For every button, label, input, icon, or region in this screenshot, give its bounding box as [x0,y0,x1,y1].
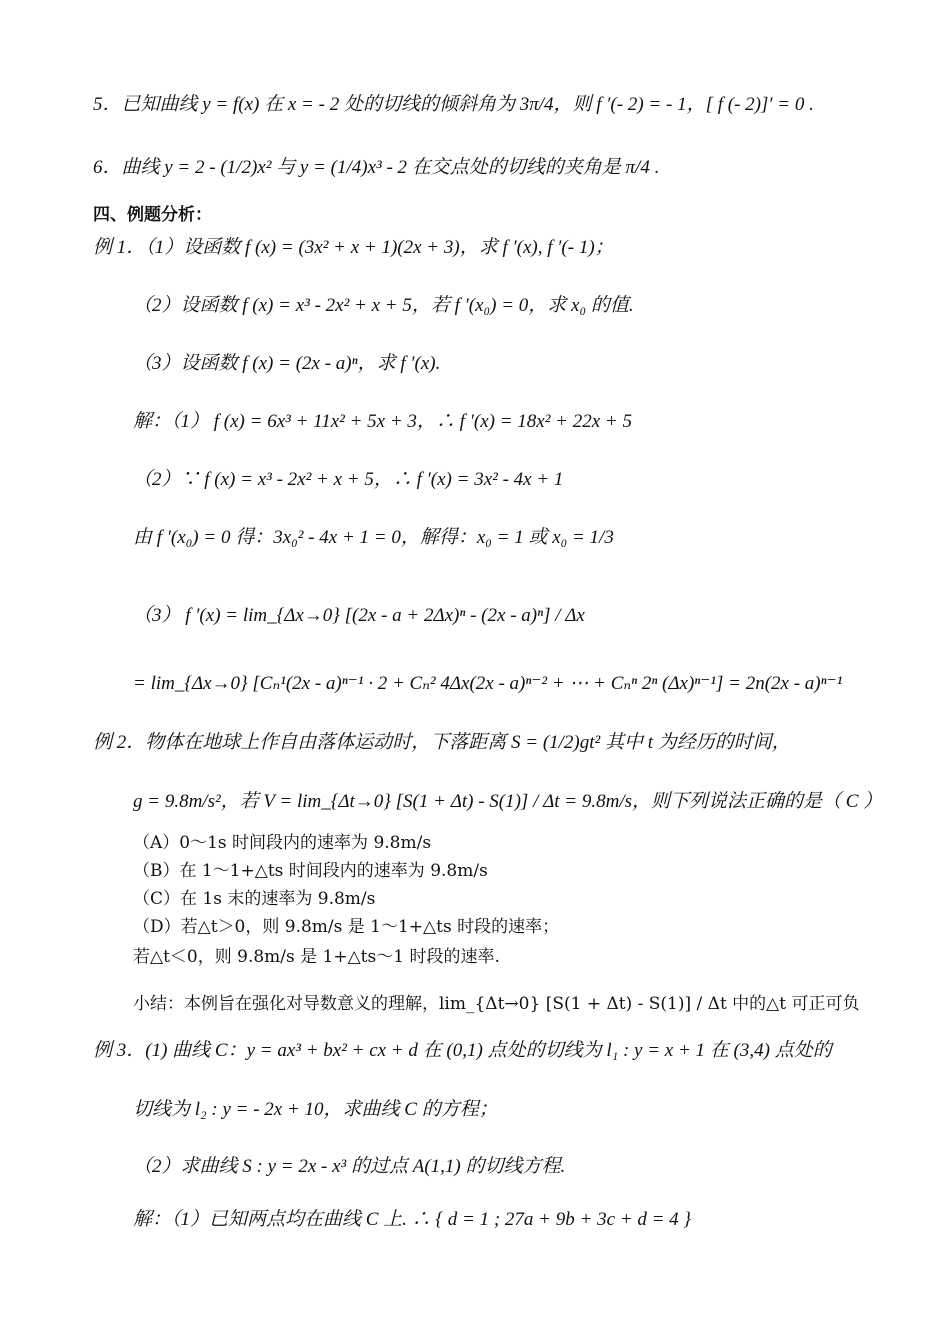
example-3-solution-start: 解：（1）已知两点均在曲线 C 上. ∴ { d = 1 ; 27a + 9b + 3c + d = 4 } [133,1209,691,1230]
option-b: （B）在 1～1+△ts 时间段内的速率为 9.8m/s [133,861,488,881]
solution-1: 解：（1） f (x) = 6x³ + 11x² + 5x + 3，∴ f ′(x) = 18x² + 22x + 5 [133,411,632,432]
option-c: （C）在 1s 末的速率为 9.8m/s [133,889,376,909]
solution-3-expansion: = lim_{Δx→0} [Cₙ¹(2x - a)ⁿ⁻¹ · 2 + Cₙ² 4Δx(2x - a)ⁿ⁻² + ⋯ + Cₙⁿ 2ⁿ (Δx)ⁿ⁻¹] = 2n(2x - a)ⁿ⁻¹ [133,673,843,694]
example-1-part-1: 例 1．（1）设函数 f (x) = (3x² + x + 1)(2x + 3)，求 f ′(x), f ′(- 1)； [93,237,614,258]
solution-2: （2）∵ f (x) = x³ - 2x² + x + 5，∴ f ′(x) = 3x² - 4x + 1 [133,469,564,490]
solution-2-root: 由 f ′(x₀) = 0 得：3x₀² - 4x + 1 = 0，解得：x₀ = 1 或 x₀ = 1/3 [133,527,614,548]
option-d: （D）若△t＞0，则 9.8m/s 是 1～1+△ts 时段的速率； [133,917,560,937]
example-2-condition: g = 9.8m/s²，若 V = lim_{Δt→0} [S(1 + Δt) - S(1)] / Δt = 9.8m/s，则下列说法正确的是（ C ） [133,791,883,812]
example-1-part-2: （2）设函数 f (x) = x³ - 2x² + x + 5，若 f ′(x₀) = 0，求 x₀ 的值. [133,295,634,316]
example-3-part-1: 例 3．(1) 曲线 C：y = ax³ + bx² + cx + d 在 (0,1) 点处的切线为 l₁ : y = x + 1 在 (3,4) 点处的 [93,1040,832,1061]
option-a: （A）0～1s 时间段内的速率为 9.8m/s [133,833,432,853]
example-1-part-3: （3）设函数 f (x) = (2x - a)ⁿ，求 f ′(x). [133,353,441,374]
section-heading: 四、例题分析： [93,205,212,225]
option-d-continued: 若△t＜0，则 9.8m/s 是 1+△ts～1 时段的速率. [133,947,500,967]
example-3-part-1-continued: 切线为 l₂ : y = - 2x + 10，求曲线 C 的方程； [133,1099,498,1120]
summary: 小结：本例旨在强化对导数意义的理解，lim_{Δt→0} [S(1 + Δt) - S(1)] / Δt 中的△t 可正可负 [133,994,860,1014]
example-2-stem: 例 2．物体在地球上作自由落体运动时，下落距离 S = (1/2)gt² 其中 t 为经历的时间， [93,732,791,753]
example-3-part-2: （2）求曲线 S : y = 2x - x³ 的过点 A(1,1) 的切线方程. [133,1156,566,1177]
line-item-6: 6．曲线 y = 2 - (1/2)x² 与 y = (1/4)x³ - 2 在交点处的切线的夹角是 π/4 . [93,157,660,178]
line-item-5: 5．已知曲线 y = f(x) 在 x = - 2 处的切线的倾斜角为 3π/4，则 f ′(- 2) = - 1，[ f (- 2)]′ = 0 . [93,94,814,115]
solution-3-limit: （3） f ′(x) = lim_{Δx→0} [(2x - a + 2Δx)ⁿ - (2x - a)ⁿ] / Δx [133,605,585,626]
